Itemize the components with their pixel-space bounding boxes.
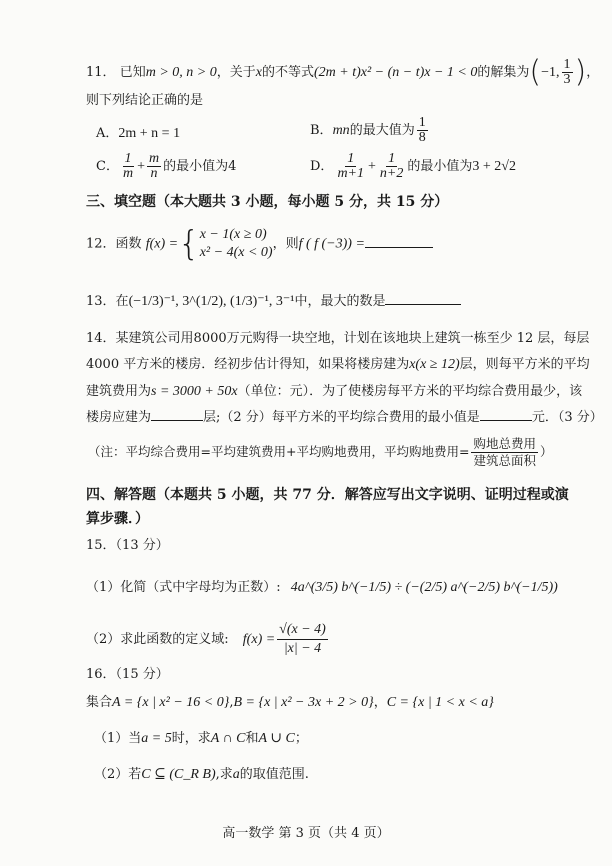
- numerator: 1: [563, 57, 571, 72]
- q11-number: 11．: [86, 65, 116, 80]
- q11-text: 已知: [119, 65, 146, 80]
- numerator: 1: [124, 151, 132, 166]
- q14-text: 4000 平方米的楼房．经初步估计得知，如果将楼房建为: [86, 357, 410, 372]
- answer-blank[interactable]: [385, 292, 461, 305]
- option-fraction: [121, 152, 135, 181]
- q12-text: ，则: [272, 236, 299, 252]
- q16-expr: A ∩ C: [210, 731, 246, 746]
- q11-text: 的解集为: [477, 65, 530, 80]
- option-value: 3 + 2√2: [472, 159, 516, 174]
- q16-text: 集合: [86, 695, 113, 710]
- numerator: m: [148, 151, 160, 166]
- q11-line2: 则下列结论正确的是: [86, 93, 204, 108]
- q14-text: 建筑费用为: [86, 384, 152, 399]
- q15-part2-text: （2）求此函数的定义域:: [86, 632, 229, 647]
- plus: +: [137, 159, 145, 174]
- q14-line3: [86, 383, 582, 401]
- q15-part1: [86, 574, 558, 602]
- denominator: |x| − 4: [283, 641, 322, 656]
- q16-header: 16．（15 分）: [86, 667, 169, 682]
- q16-text: 时，求: [171, 731, 211, 746]
- q13: [86, 292, 461, 311]
- q16-expr: a: [232, 767, 240, 782]
- denominator: 建筑总面积: [473, 453, 536, 468]
- denominator: 8: [418, 130, 426, 145]
- q12-ask: f ( f (−3)) =: [298, 236, 365, 252]
- set-b: B = {x | x² − 3x + 2 > 0}: [233, 695, 374, 710]
- q14-line2: [86, 356, 590, 374]
- q16-text: 的取值范围.: [239, 767, 309, 782]
- answer-blank[interactable]: [365, 235, 433, 248]
- q14-text: 层;（2 分）每平方米的平均综合费用的最小值是: [203, 410, 480, 425]
- q13-number: 13．: [86, 294, 116, 309]
- numerator: 1: [418, 115, 426, 130]
- option-fraction: [417, 116, 428, 145]
- q16-text: 和: [245, 731, 259, 746]
- option-expr: 2m + n = 1: [118, 126, 181, 141]
- q12-function: f(x) =: [145, 236, 179, 252]
- note-text: ）: [539, 444, 553, 459]
- left-paren: (: [529, 54, 542, 90]
- q12-cases: [200, 226, 273, 262]
- q11-line1: 11． 已知m > 0, n > 0，关于x的不等式(2m + t)x² − (n − t)x − 1 < 0的解集为(−1, $\frac{1}{3}$ )，: [86, 54, 600, 90]
- q16-expr: C ⊆ (C_R B): [141, 767, 216, 782]
- denominator: 3: [563, 72, 571, 87]
- note-fraction: [471, 436, 538, 469]
- option-label: A．: [96, 126, 119, 141]
- q15-part2: [86, 620, 330, 660]
- denominator: m: [122, 166, 134, 181]
- section-4-heading: 四、解答题（本题共 5 小题，共 77 分．解答应写出文字说明、证明过程或演: [86, 487, 569, 503]
- q16-expr: A ∪ C: [258, 731, 295, 746]
- q11-option-d: [310, 152, 516, 181]
- q16-expr: a = 5: [141, 731, 172, 746]
- interval-fraction: [562, 58, 573, 87]
- q14-text: 楼房应建为: [86, 410, 152, 425]
- set-c: C = {x | 1 < x < a}: [386, 695, 494, 710]
- numerator: 1: [388, 151, 396, 166]
- q12: [86, 224, 433, 265]
- option-text: 的最大值为: [349, 123, 415, 138]
- q16-text: ；: [294, 731, 308, 746]
- answer-blank[interactable]: [151, 408, 203, 421]
- q14-line1: 14．某建筑公司用8000万元购得一块空地，计划在该地块上建筑一栋至少 12 层，每层: [86, 331, 590, 346]
- q11-inequality: (2m + t)x² − (n − t)x − 1 < 0: [313, 65, 478, 80]
- q15-fraction: [277, 621, 328, 658]
- interval-left: −1,: [541, 65, 560, 80]
- q11-option-b: [310, 116, 430, 145]
- brace: {: [178, 224, 200, 264]
- q15-header: 15．（13 分）: [86, 538, 169, 553]
- section-3-heading: 三、填空题（本大题共 3 小题，每小题 5 分，共 15 分）: [86, 194, 449, 210]
- q11-text: ，关于: [216, 65, 256, 80]
- q14-text: 元．（3 分）: [531, 410, 603, 425]
- option-label: C．: [96, 159, 119, 174]
- q15-part1-text: （1）化简（式中字母均为正数）:: [86, 580, 281, 595]
- numerator: 1: [347, 151, 355, 166]
- option-label: B．: [310, 123, 333, 138]
- q14-note: [88, 436, 552, 469]
- section-4-heading-cont: 算步骤．）: [86, 511, 149, 527]
- q16-part2: [94, 766, 309, 784]
- q11-option-a: [96, 122, 180, 142]
- q12-text: 函数: [115, 236, 142, 252]
- case-2: x² − 4(x < 0): [199, 245, 273, 260]
- q15-function: f(x) =: [242, 632, 276, 647]
- q16-part1: [94, 730, 308, 748]
- case-1: x − 1(x ≥ 0): [199, 227, 267, 242]
- right-paren: ): [574, 54, 587, 90]
- denominator: n+2: [379, 166, 404, 181]
- denominator: n: [150, 166, 158, 181]
- option-fraction: [335, 152, 366, 181]
- note-text: （注：平均综合费用=平均建筑费用+平均购地费用，平均购地费用=: [88, 444, 470, 459]
- q16-text: （1）当: [94, 731, 142, 746]
- q13-text: 在: [115, 294, 129, 309]
- q11-condition: m > 0, n > 0: [145, 65, 217, 80]
- plus: +: [368, 159, 376, 174]
- numerator: √(x − 4): [277, 621, 328, 640]
- q15-part1-expr: 4a^(3/5) b^(−1/5) ÷ (−(2/5) a^(−2/5) b^(−1/5)): [290, 580, 558, 595]
- option-label: D．: [310, 159, 334, 174]
- q11-var: x: [255, 65, 262, 80]
- option-expr: mn: [332, 123, 350, 138]
- option-text: 的最小值为4: [163, 159, 237, 174]
- q16-text: （2）若: [94, 767, 142, 782]
- option-text: 的最小值为: [407, 159, 473, 174]
- q14-text: （单位：元）．为了使楼房每平方米的平均综合费用最少，该: [237, 384, 583, 399]
- q14-expr: x(x ≥ 12): [409, 357, 460, 372]
- q14-expr: s = 3000 + 50x: [151, 384, 238, 399]
- page-footer: 高一数学 第 3 页（共 4 页）: [222, 826, 390, 841]
- q14-line4: [86, 408, 603, 427]
- q16-sets: 集合A = {x | x² − 16 < 0},B = {x | x² − 3x + 2 > 0}，C = {x | 1 < x < a}: [86, 695, 494, 710]
- answer-blank[interactable]: [480, 408, 532, 421]
- option-fraction: [147, 152, 161, 181]
- q14-text: 层，则每平方米的平均: [459, 357, 590, 372]
- option-fraction: [378, 152, 405, 181]
- q11-text: 的不等式: [261, 65, 314, 80]
- q16-text: ,求: [215, 767, 233, 782]
- denominator: m+1: [337, 166, 364, 181]
- q12-number: 12．: [86, 236, 116, 252]
- q13-text: 中，最大的数是: [294, 294, 386, 309]
- set-a: A = {x | x² − 16 < 0}: [112, 695, 230, 710]
- q11-option-c: [96, 152, 236, 181]
- numerator: 购地总费用: [473, 436, 536, 451]
- q13-values: (−1/3)⁻¹, 3^(1/2), (1/3)⁻¹, 3⁻¹: [128, 294, 295, 309]
